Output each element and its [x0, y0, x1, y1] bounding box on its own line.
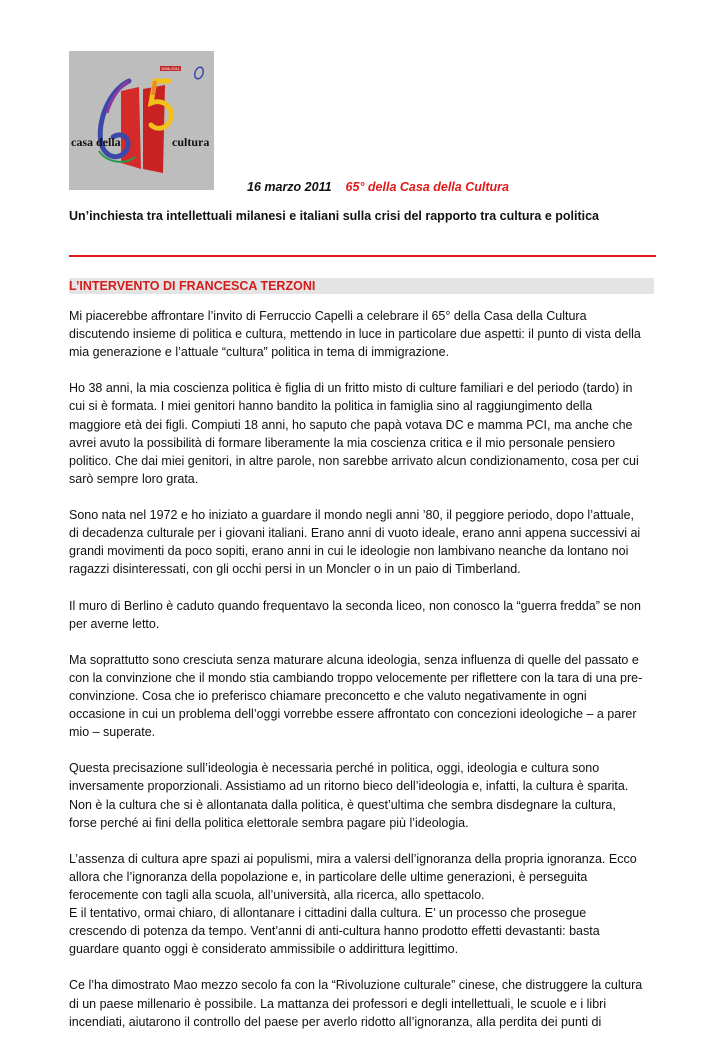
text-line: ferocemente con tagli alla scuola, all’università, alla ricerca, allo spettacolo.: [69, 888, 485, 902]
paragraph: [69, 850, 661, 904]
text-line: grandi movimenti da poco sopiti, erano anni in cui le ideologie non lambivano neanche da lontano noi: [69, 544, 629, 559]
text-line: politico. Che dai miei genitori, in altre parole, non sarebbe arrivato alcun condizionamento, cosa per cui: [69, 453, 639, 468]
logo-red-panel-left: [121, 87, 141, 169]
text-line: L’assenza di cultura apre spazi ai populismi, mira a valersi dell’ignoranza della propria ignoranza. Ecco: [69, 851, 637, 866]
text-line: mia generazione e l’attuale “cultura” politica in tema di immigrazione.: [69, 345, 450, 360]
logo-degree-mark: [193, 66, 205, 80]
paragraph: [69, 759, 661, 831]
text-line: Questa precisazione sull’ideologia è necessaria perché in politica, oggi, ideologia e cultura sono: [69, 761, 600, 776]
text-line: di decadenza culturale per i giovani italiani. Erano anni di vuoto ideale, erano anni appena successivi ai: [69, 526, 641, 541]
logo-text-right: cultura: [172, 135, 210, 149]
text-line: di un paese millenario è possibile. La mattanza dei professori e degli intellettuali, le scuole e i libri: [69, 996, 607, 1011]
text-line: Sono nata nel 1972 e ho iniziato a guardare il mondo negli anni ’80, il peggiore periodo, dopo l’attuale,: [69, 508, 634, 523]
text-line: occasione in cui un problema dell’oggi vorrebbe essere affrontato con concezioni ideologiche – a parer: [69, 707, 637, 722]
text-line: incendiati, aiutarono il controllo del paese per averlo ridotto all’ignoranza, alla perdita dei punti di: [69, 1014, 602, 1029]
casa-della-cultura-logo: [69, 51, 214, 190]
paragraph: [69, 597, 661, 633]
logo-years: 1946-2011: [161, 66, 180, 71]
section-title: L’INTERVENTO DI FRANCESCA TERZONI: [69, 278, 654, 294]
text-line: maggiore età dei figli. Compiuti 18 anni, ho saputo che papà votava DC e mamma PCI, ma anche che: [69, 417, 633, 432]
text-line: Ho 38 anni, la mia coscienza politica è figlia di un fritto misto di culture familiari e del periodo (tardo) in: [69, 381, 633, 396]
text-line: avrei avuto la possibilità di formare liberamente la mia coscienza critica e il mio personale pensiero: [69, 435, 616, 450]
paragraph: [69, 307, 661, 361]
text-line: Non è la cultura che si è allontanata dalla politica, è quest’ultima che sembra disdegnare la cultura,: [69, 797, 616, 812]
subtitle: Un’inchiesta tra intellettuali milanesi e italiani sulla crisi del rapporto tra cultura e politica: [69, 209, 600, 223]
paragraph: [69, 904, 661, 958]
text-line: forse perché ai fini della politica elettorale sembra pagare più l’ideologia.: [69, 815, 469, 830]
text-line: sarò sempre loro grata.: [69, 471, 199, 486]
text-line: Ce l’ha dimostrato Mao mezzo secolo fa con la “Rivoluzione culturale” cinese, che distruggere la cultura: [69, 978, 643, 993]
article-body: [69, 307, 661, 1049]
dateline: [247, 180, 509, 194]
text-line: con la convinzione che il mondo stia cambiando troppo velocemente per riflettere con la tara di una pre-: [69, 670, 643, 685]
text-line: cui si è formata. I miei genitori hanno bandito la politica in famiglia sino al raggiungimento della: [69, 399, 593, 414]
logo-text-left: casa della: [71, 135, 121, 149]
text-line: convinzione. Cosa che io preferisco chiamare preconcetto e che valuto negativamente in ogni: [69, 688, 587, 703]
text-line: ragazzi disinteressati, con gli occhi persi in un Moncler o in un paio di Timberland.: [69, 562, 521, 577]
paragraph: [69, 506, 661, 578]
text-line: Ma soprattutto sono cresciuta senza maturare alcuna ideologia, senza influenza di quelle del passato e: [69, 652, 639, 667]
text-line: mio – superate.: [69, 725, 156, 740]
paragraph: [69, 651, 661, 741]
logo-graphic: [69, 51, 214, 190]
event-title: 65° della Casa della Cultura: [345, 180, 509, 194]
text-line: crescendo di potenza da tempo. Vent’anni di anti-cultura hanno prodotto effetti devastanti: basta: [69, 924, 600, 939]
date: 16 marzo 2011: [247, 180, 332, 194]
text-line: inversamente proporzionali. Assistiamo ad un ritorno bieco dell’ideologia e, infatti, la cultura è sparita.: [69, 779, 629, 794]
text-line: E il tentativo, ormai chiaro, di allontanare i cittadini dalla cultura. E’ un processo che prosegue: [69, 906, 587, 921]
text-line: discutendo insieme di politica e cultura, mettendo in luce in particolare due aspetti: il punto di vista della: [69, 327, 641, 342]
text-line: per averne letto.: [69, 616, 160, 631]
logo-five-accent: [153, 81, 155, 95]
paragraph: [69, 976, 661, 1030]
text-line: allora che l’ignoranza della popolazione e, in particolare delle ultime generazioni, è perseguita: [69, 869, 588, 884]
red-divider: [69, 255, 656, 257]
text-line: Mi piacerebbe affrontare l’invito di Ferruccio Capelli a celebrare il 65° della Casa della Cultura: [69, 309, 587, 323]
paragraph: [69, 379, 661, 488]
text-line: guardare quanto oggi è considerato ammissibile o addirittura legittimo.: [69, 942, 459, 957]
text-line: Il muro di Berlino è caduto quando frequentavo la seconda liceo, non conosco la “guerra fredda” se non: [69, 598, 641, 613]
